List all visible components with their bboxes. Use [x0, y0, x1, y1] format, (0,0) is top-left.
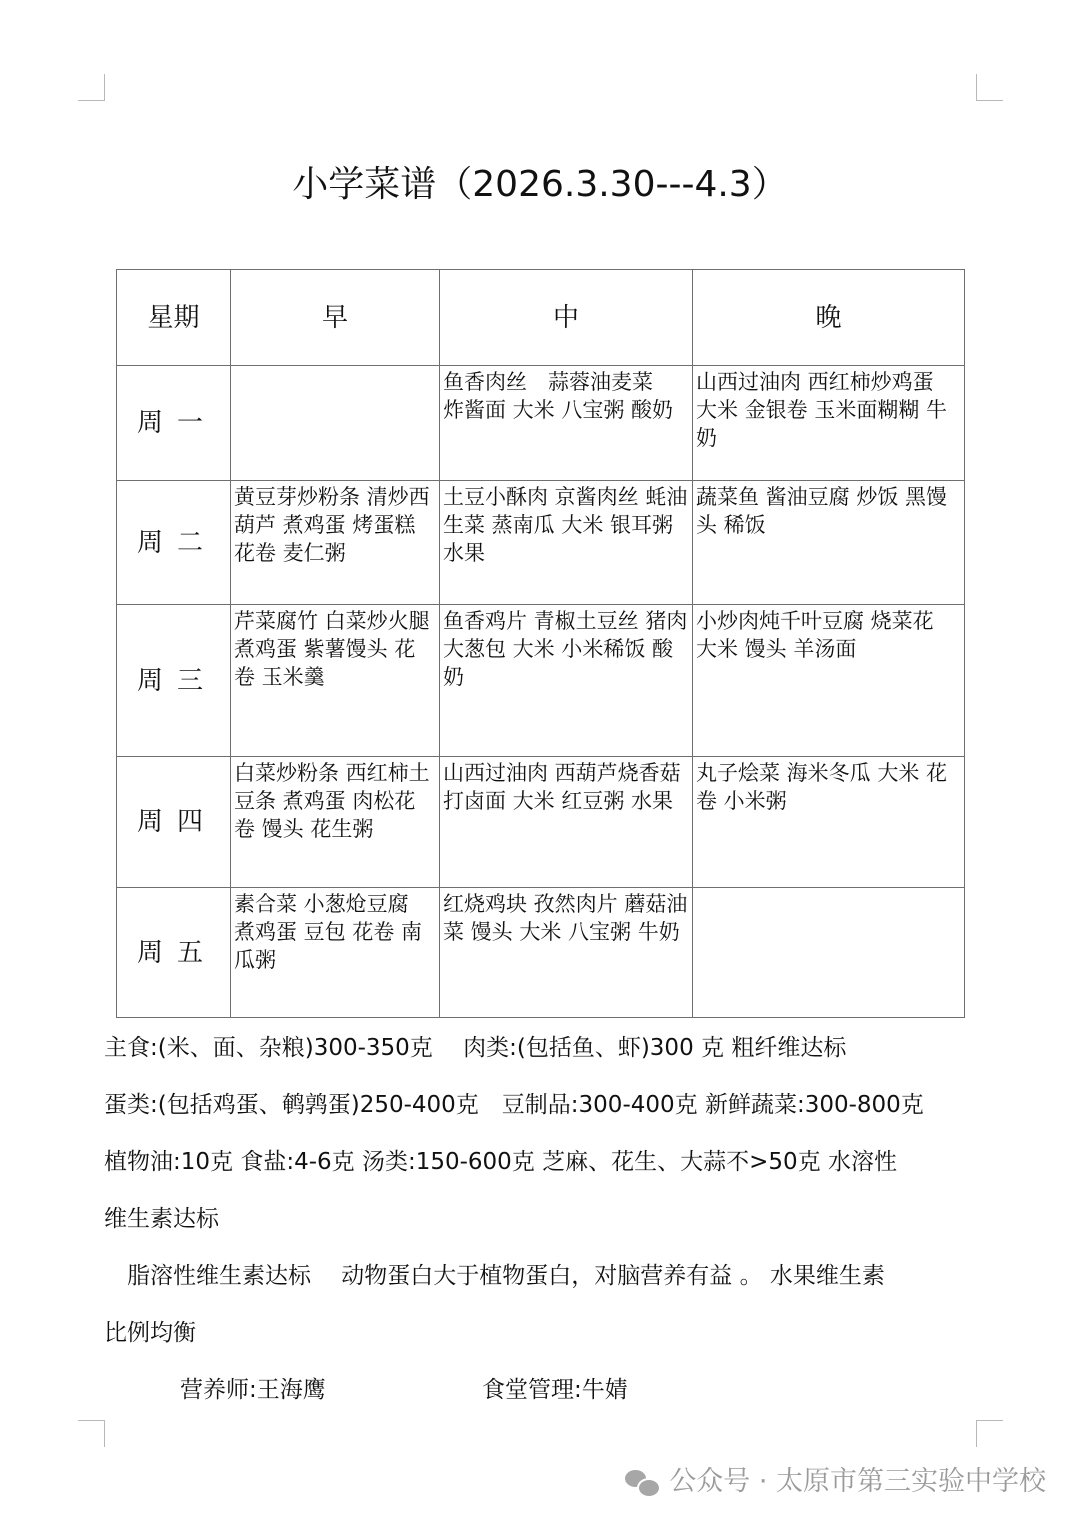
watermark	[625, 1460, 1046, 1504]
signature-line	[104, 1362, 1004, 1419]
note-line: 植物油:10克 食盐:4-6克 汤类:150-600克 芝麻、花生、大蒜不>50克 水溶性	[104, 1149, 897, 1175]
canteen-manager: 食堂管理:牛婧	[482, 1377, 628, 1403]
breakfast-cell: 素合菜 小葱炝豆腐 煮鸡蛋 豆包 花卷 南瓜粥	[231, 888, 440, 1018]
table-row	[117, 481, 965, 605]
menu-table	[116, 269, 965, 1018]
page-corner-mark	[78, 1420, 105, 1447]
header-weekday: 星期	[117, 270, 231, 366]
lunch-cell: 鱼香肉丝 蒜蓉油麦菜 炸酱面 大米 八宝粥 酸奶	[440, 366, 693, 481]
nutritionist: 营养师:王海鹰	[180, 1377, 326, 1403]
day-cell: 周四	[117, 757, 231, 888]
note-line: 维生素达标	[104, 1206, 219, 1232]
header-dinner: 晚	[693, 270, 965, 366]
breakfast-cell: 白菜炒粉条 西红柿土豆条 煮鸡蛋 肉松花卷 馒头 花生粥	[231, 757, 440, 888]
note-line: 蛋类:(包括鸡蛋、鹌鹑蛋)250-400克 豆制品:300-400克 新鲜蔬菜:300-800克	[104, 1092, 924, 1118]
header-lunch: 中	[440, 270, 693, 366]
header-breakfast: 早	[231, 270, 440, 366]
dinner-cell: 山西过油肉 西红柿炒鸡蛋 大米 金银卷 玉米面糊糊 牛奶	[693, 366, 965, 481]
day-cell: 周五	[117, 888, 231, 1018]
dinner-cell: 小炒肉炖千叶豆腐 烧菜花 大米 馒头 羊汤面	[693, 605, 965, 757]
page-corner-mark	[976, 74, 1003, 101]
watermark-text: 公众号 · 太原市第三实验中学校	[669, 1466, 1046, 1497]
day-cell: 周一	[117, 366, 231, 481]
page-corner-mark	[78, 74, 105, 101]
note-line: 脂溶性维生素达标 动物蛋白大于植物蛋白，对脑营养有益 。 水果维生素	[104, 1263, 885, 1289]
dinner-cell: 蔬菜鱼 酱油豆腐 炒饭 黑馒头 稀饭	[693, 481, 965, 605]
note-line: 比例均衡	[104, 1320, 196, 1346]
page-corner-mark	[976, 1420, 1003, 1447]
dinner-cell: 丸子烩菜 海米冬瓜 大米 花卷 小米粥	[693, 757, 965, 888]
lunch-cell: 红烧鸡块 孜然肉片 蘑菇油菜 馒头 大米 八宝粥 牛奶	[440, 888, 693, 1018]
table-row	[117, 757, 965, 888]
day-cell: 周三	[117, 605, 231, 757]
wechat-icon	[625, 1468, 659, 1496]
day-cell: 周二	[117, 481, 231, 605]
nutrition-notes	[104, 1020, 1004, 1419]
table-row	[117, 888, 965, 1018]
lunch-cell: 山西过油肉 西葫芦烧香菇 打卤面 大米 红豆粥 水果	[440, 757, 693, 888]
lunch-cell: 鱼香鸡片 青椒土豆丝 猪肉大葱包 大米 小米稀饭 酸奶	[440, 605, 693, 757]
table-row	[117, 366, 965, 481]
dinner-cell	[693, 888, 965, 1018]
breakfast-cell: 黄豆芽炒粉条 清炒西葫芦 煮鸡蛋 烤蛋糕 花卷 麦仁粥	[231, 481, 440, 605]
page-title: 小学菜谱（2026.3.30---4.3）	[292, 164, 788, 205]
lunch-cell: 土豆小酥肉 京酱肉丝 蚝油生菜 蒸南瓜 大米 银耳粥 水果	[440, 481, 693, 605]
table-header-row	[117, 270, 965, 366]
note-line: 主食:(米、面、杂粮)300-350克 肉类:(包括鱼、虾)300 克 粗纤维达标	[104, 1035, 847, 1061]
breakfast-cell	[231, 366, 440, 481]
table-row	[117, 605, 965, 757]
breakfast-cell: 芹菜腐竹 白菜炒火腿 煮鸡蛋 紫薯馒头 花卷 玉米羹	[231, 605, 440, 757]
